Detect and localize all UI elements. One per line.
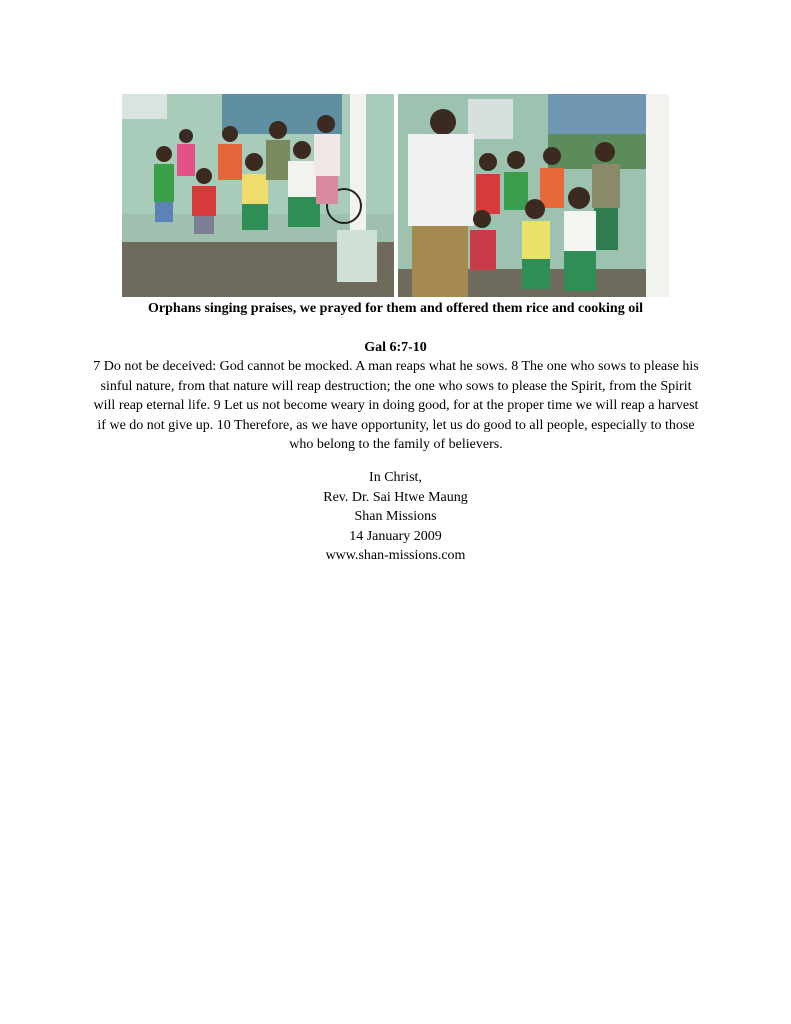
scripture-reference: Gal 6:7-10 (364, 340, 427, 355)
pastor-praying-with-children-photo (398, 94, 669, 297)
organization-name: Shan Missions (354, 509, 437, 524)
author-name: Rev. Dr. Sai Htwe Maung (323, 489, 468, 505)
photo-caption: Orphans singing praises, we prayed for them and offered them rice and cooking oil (148, 301, 643, 316)
signature-block (0, 468, 791, 566)
photo-row (122, 94, 669, 297)
letter-date: 14 January 2009 (349, 528, 442, 544)
website-link[interactable]: www.shan-missions.com (325, 548, 466, 563)
scripture-text: 7 Do not be deceived: God cannot be mocked. A man reaps what he sows. 8 The one who sows to please his sinful nature, from that nature will reap destruction; the one who sows to please the Spirit, from the Spirit will reap eternal life. 9 Let us not become weary in doing good, for at the proper time we will reap a harvest if we do not give up. 10 Therefore, as we have opportunity, let us do good to all people, especially to those who belong to the family of believers. (93, 359, 699, 452)
children-singing-photo (122, 94, 394, 297)
closing: In Christ, (369, 470, 422, 485)
